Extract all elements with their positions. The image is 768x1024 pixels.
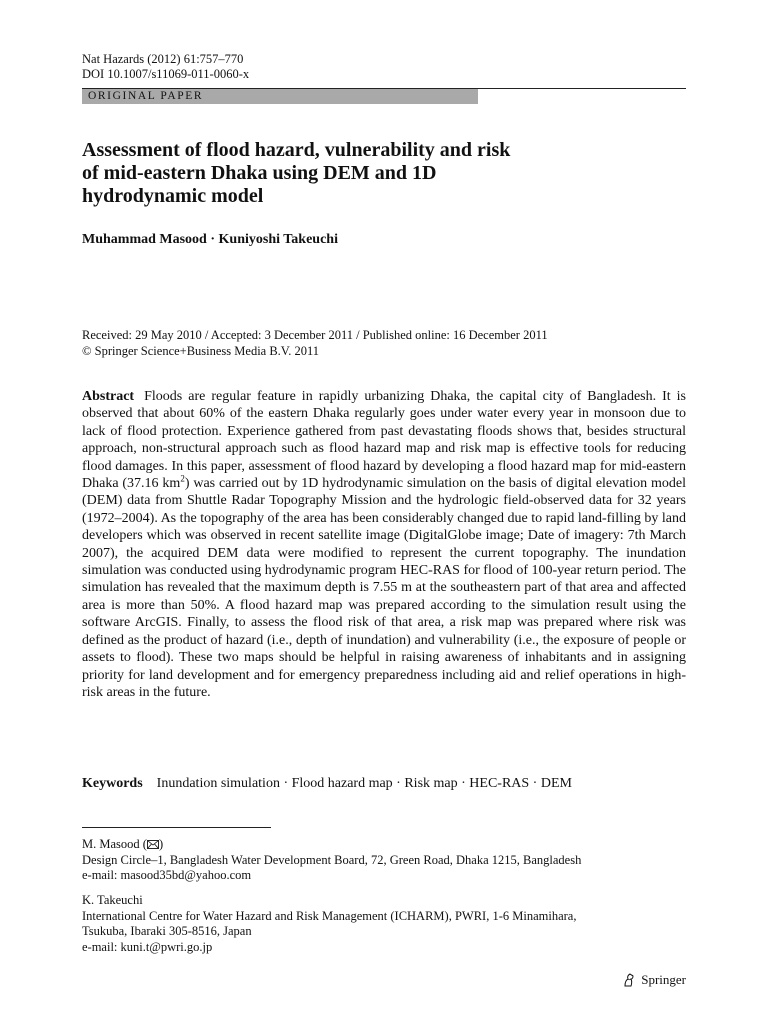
author1-name-line	[82, 837, 581, 853]
footnote-rule	[82, 827, 271, 828]
author2-email[interactable]: e-mail: kuni.t@pwri.go.jp	[82, 939, 213, 954]
author-name: Muhammad Masood	[82, 232, 207, 247]
abstract-section	[82, 388, 686, 701]
keywords-text: Inundation simulation · Flood hazard map · Risk map · HEC-RAS · DEM	[156, 776, 572, 791]
journal-citation: Nat Hazards (2012) 61:757–770	[82, 52, 244, 66]
envelope-icon[interactable]	[147, 840, 159, 849]
abstract-label: Abstract	[82, 389, 135, 404]
author2-footnote	[82, 893, 576, 955]
keywords-section	[82, 776, 572, 792]
author-list	[82, 232, 338, 248]
copyright-line: © Springer Science+Business Media B.V. 2011	[82, 344, 320, 358]
title-line-1: Assessment of flood hazard, vulnerability and risk	[82, 139, 511, 161]
title-line-2: of mid-eastern Dhaka using DEM and 1D	[82, 162, 437, 184]
title-line-3: hydrodynamic model	[82, 185, 264, 207]
paper-title	[82, 139, 642, 208]
author2-affiliation-2: Tsukuba, Ibaraki 305-8516, Japan	[82, 924, 252, 938]
author1-name: M. Masood (	[82, 837, 147, 851]
date-history: Received: 29 May 2010 / Accepted: 3 December 2011 / Published online: 16 December 2011	[82, 328, 548, 342]
springer-horse-icon	[621, 972, 637, 988]
author1-affiliation: Design Circle–1, Bangladesh Water Development Board, 72, Green Road, Dhaka 1215, Bangladesh	[82, 852, 582, 867]
journal-doi: DOI 10.1007/s11069-011-0060-x	[82, 67, 250, 81]
superscript: 2	[180, 473, 185, 484]
journal-header	[82, 52, 249, 82]
author2-name: K. Takeuchi	[82, 893, 143, 907]
author-separator: ·	[210, 232, 216, 247]
publication-history	[82, 327, 548, 359]
author2-affiliation-1: International Centre for Water Hazard and Risk Management (ICHARM), PWRI, 1-6 Minamihara,	[82, 908, 577, 923]
keywords-label: Keywords	[82, 776, 143, 791]
publisher-name: Springer	[641, 972, 686, 987]
publisher-mark	[621, 972, 686, 988]
abstract-text: Floods are regular feature in rapidly urbanizing Dhaka, the capital city of Bangladesh. It is observed that about 60% of the eastern Dhaka regularly goes under water every year in monsoon due to lack of flood protection. Experience gathered from past devastating floods shows that, besides structural approach, non-structural approach such as flood hazard map and risk map is effective tools for reducing flood damages. In this paper, assessment of flood hazard by developing a flood hazard map for mid-eastern Dhaka (37.16 km	[82, 389, 686, 492]
abstract-text-continued: ) was carried out by 1D hydrodynamic simulation on the basis of digital elevation model (DEM) data from Shuttle Radar Topography Mission and the hydrologic field-observed data for 32 years (1972–2004). As the topography of the area has been considerably changed due to rapid land-filling by land developers which was observed in recent satellite image (DigitalGlobe image; Date of imagery: 7th March 2007), the acquired DEM data were modified to represent the current topography. The inundation simulation was conducted using hydrodynamic program HEC-RAS for flood of 100-year return period. The simulation has revealed that the maximum depth is 7.55 m at the southeastern part of that area and affected area is more than 50%. A flood hazard map was prepared according to the simulation result using the software ArcGIS. Finally, to assess the flood risk of that area, a risk map was prepared where risk was defined as the product of hazard (i.e., depth of inundation) and vulnerability (i.e., the exposure of people or assets to flood). These two maps should be helpful in raising awareness of inhabitants and in assigning priority for land development and for emergency preparedness including aid and relief operations in high-risk areas in the future.	[82, 476, 686, 700]
author1-email[interactable]: e-mail: masood35bd@yahoo.com	[82, 868, 252, 882]
author-name: Kuniyoshi Takeuchi	[218, 232, 338, 247]
author1-name-end: )	[158, 837, 164, 851]
author1-footnote	[82, 837, 581, 884]
article-type-banner: ORIGINAL PAPER	[82, 89, 478, 104]
